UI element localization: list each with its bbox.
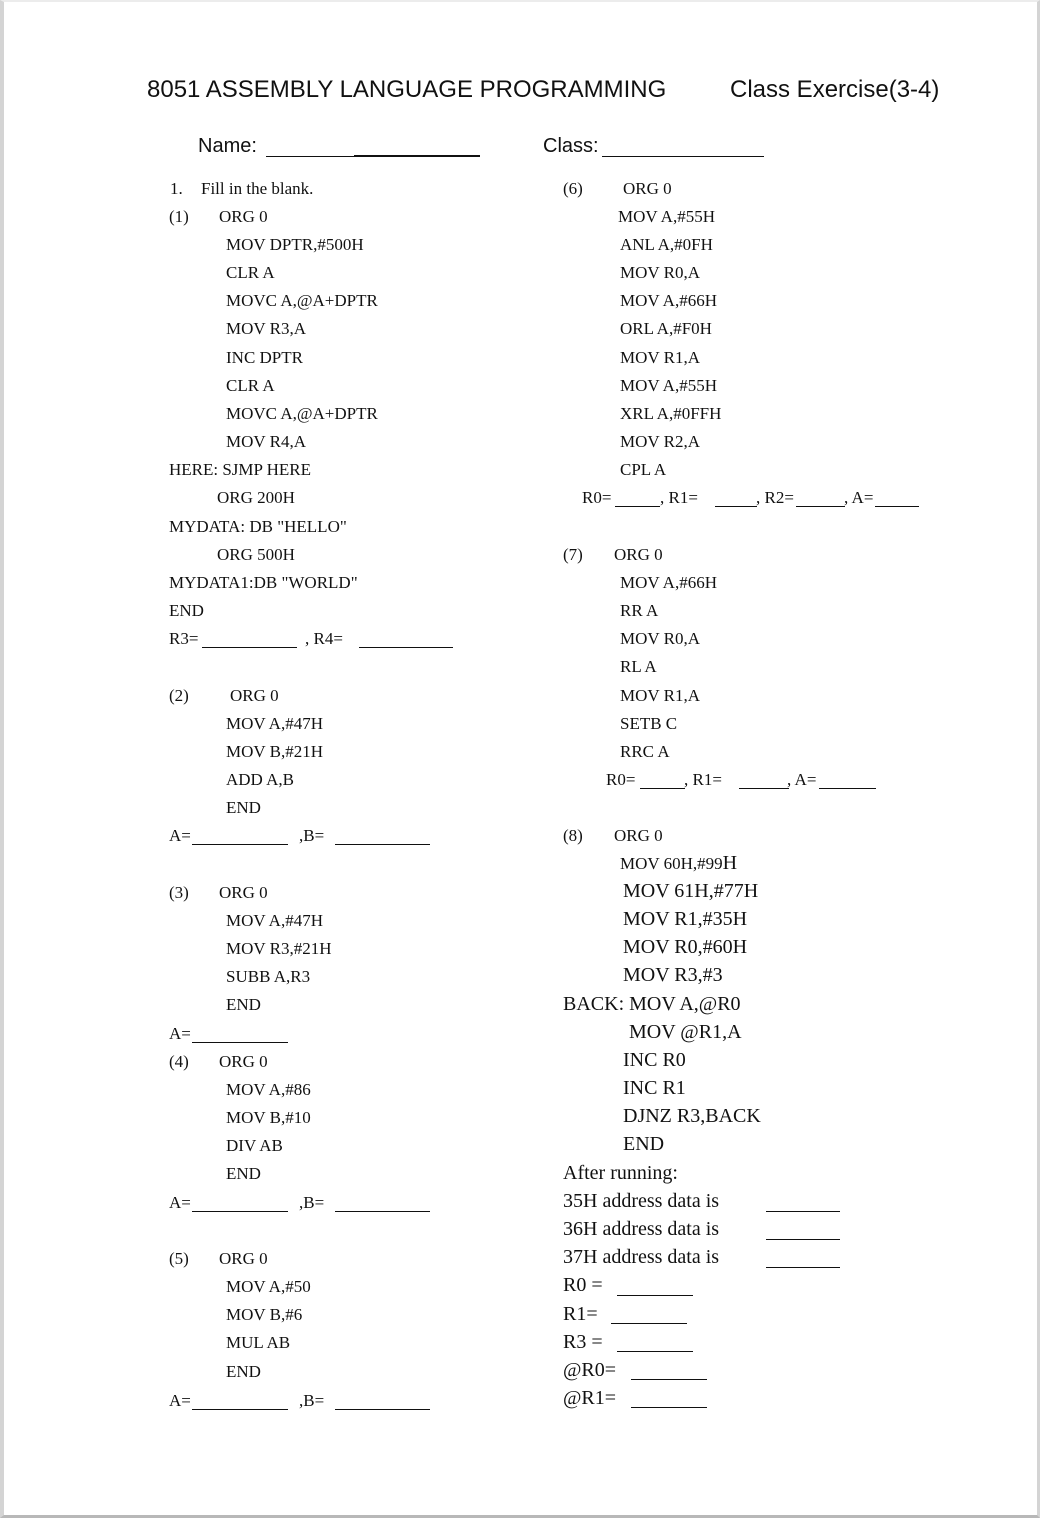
answer-blank-at-r1[interactable]: [631, 1407, 707, 1408]
code-line: [620, 853, 737, 873]
code-line: RL A: [620, 657, 657, 676]
answer-blank-a[interactable]: [192, 1211, 288, 1212]
answer-blank-a[interactable]: [875, 506, 919, 507]
code-line: MOV A,#66H: [620, 291, 717, 310]
code-line: MOV B,#6: [226, 1305, 303, 1324]
answer-label-b: ,B=: [299, 1193, 325, 1212]
answer-label-35h: 35H address data is: [563, 1190, 720, 1212]
code-line: MOVC A,@A+DPTR: [226, 404, 378, 423]
code-line: INC DPTR: [226, 348, 303, 367]
code-line: DIV AB: [226, 1136, 283, 1155]
code-line: SETB C: [620, 714, 678, 733]
code-line: MOV R3,A: [226, 319, 306, 338]
answer-label-a: , A=: [844, 488, 874, 507]
code-line: END: [623, 1133, 665, 1155]
q5-label: (5): [169, 1249, 189, 1268]
answer-label-r0: R0=: [606, 770, 636, 789]
answer-blank-b[interactable]: [335, 1211, 430, 1212]
code-line: HERE: SJMP HERE: [169, 460, 312, 479]
code-line: XRL A,#0FFH: [620, 404, 722, 423]
q1-label: (1): [169, 207, 189, 226]
code-line: END: [226, 1362, 261, 1381]
code-line: MOV R1,#35H: [623, 908, 748, 930]
code-line: MOV R3,#3: [623, 964, 723, 986]
answer-blank-37h[interactable]: [766, 1267, 840, 1268]
code-line: MOV B,#10: [226, 1108, 311, 1127]
answer-blank-r4[interactable]: [359, 647, 453, 648]
answer-blank-a[interactable]: [192, 844, 288, 845]
answer-blank-36h[interactable]: [766, 1239, 840, 1240]
code-line: ORG 0: [614, 826, 663, 845]
answer-blank-a[interactable]: [192, 1042, 288, 1043]
answer-blank-a[interactable]: [819, 788, 876, 789]
answer-blank-r0[interactable]: [640, 788, 685, 789]
code-line: MOV 61H,#77H: [623, 880, 759, 902]
answer-blank-a[interactable]: [192, 1409, 288, 1410]
answer-label-b: ,B=: [299, 826, 325, 845]
answer-label-r0: R0 =: [563, 1274, 603, 1296]
answer-label-37h: 37H address data is: [563, 1246, 720, 1268]
answer-label-r3: R3 =: [563, 1331, 603, 1353]
code-line: END: [169, 601, 204, 620]
code-line: ADD A,B: [226, 770, 295, 789]
code-line: MYDATA1:DB "WORLD": [169, 573, 358, 592]
code-line: MOVC A,@A+DPTR: [226, 291, 378, 310]
answer-label-r1: , R1=: [660, 488, 698, 507]
answer-blank-r0[interactable]: [617, 1295, 693, 1296]
q8-label: (8): [563, 826, 583, 845]
q2-label: (2): [169, 686, 189, 705]
code-line: SUBB A,R3: [226, 967, 311, 986]
code-line: MOV R0,A: [620, 263, 700, 282]
code-line: CLR A: [226, 263, 275, 282]
code-line: ORG 0: [219, 1249, 268, 1268]
answer-blank-r1[interactable]: [611, 1323, 687, 1324]
code-line: RRC A: [620, 742, 670, 761]
answer-blank-35h[interactable]: [766, 1211, 840, 1212]
code-line: CPL A: [620, 460, 667, 479]
code-line: ORL A,#F0H: [620, 319, 712, 338]
after-running-label: After running:: [563, 1162, 678, 1184]
code-line: MOV R4,A: [226, 432, 306, 451]
code-line: MOV DPTR,#500H: [226, 235, 364, 254]
code-line: MOV B,#21H: [226, 742, 323, 761]
code-line: RR A: [620, 601, 659, 620]
q6-label: (6): [563, 179, 583, 198]
code-line: MOV @R1,A: [629, 1021, 742, 1043]
answer-label-r4: , R4=: [305, 629, 343, 648]
answer-label-r1: R1=: [563, 1303, 598, 1325]
answer-label-a: , A=: [787, 770, 817, 789]
code-line: MOV R0,#60H: [623, 936, 748, 958]
answer-label-at-r1: @R1=: [563, 1387, 617, 1409]
code-line: ORG 0: [219, 883, 268, 902]
code-line: ORG 500H: [217, 545, 295, 564]
code-line: ANL A,#0FH: [620, 235, 713, 254]
q1-instruction: Fill in the blank.: [201, 179, 314, 198]
name-blank-heavy: [354, 155, 480, 157]
code-line: END: [226, 1164, 261, 1183]
class-blank: [602, 156, 764, 157]
code-line: MOV A,#86: [226, 1080, 311, 1099]
answer-blank-b[interactable]: [335, 1409, 430, 1410]
code-line: MYDATA: DB "HELLO": [169, 517, 347, 536]
code-line: ORG 200H: [217, 488, 295, 507]
class-label: Class:: [543, 135, 599, 157]
code-line: MOV R0,A: [620, 629, 700, 648]
answer-label-b: ,B=: [299, 1391, 325, 1410]
code-line: ORG 0: [230, 686, 279, 705]
code-line: BACK: MOV A,@R0: [563, 993, 741, 1015]
code-line: INC R1: [623, 1077, 686, 1099]
code-line: MOV A,#47H: [226, 911, 323, 930]
q4-label: (4): [169, 1052, 189, 1071]
code-line: MOV R3,#21H: [226, 939, 332, 958]
q7-label: (7): [563, 545, 583, 564]
code-fragment: MOV 60H,#99: [620, 854, 723, 873]
code-line: MOV A,#50: [226, 1277, 311, 1296]
answer-label-r3: R3=: [169, 629, 199, 648]
answer-blank-r1[interactable]: [739, 788, 789, 789]
name-label: Name:: [198, 135, 257, 157]
code-line: MOV A,#55H: [618, 207, 715, 226]
worksheet-title: 8051 ASSEMBLY LANGUAGE PROGRAMMING: [147, 76, 667, 103]
code-line: ORG 0: [614, 545, 663, 564]
code-line: MOV R1,A: [620, 348, 700, 367]
exercise-label: Class Exercise(3-4): [730, 76, 940, 103]
code-line: END: [226, 995, 261, 1014]
code-line: MUL AB: [226, 1333, 291, 1352]
answer-label-at-r0: @R0=: [563, 1359, 617, 1381]
code-line: MOV A,#55H: [620, 376, 717, 395]
code-line: DJNZ R3,BACK: [623, 1105, 761, 1127]
code-line: MOV R2,A: [620, 432, 700, 451]
code-line: ORG 0: [219, 1052, 268, 1071]
code-line: INC R0: [623, 1049, 686, 1071]
answer-blank-r3[interactable]: [202, 647, 297, 648]
code-line: MOV A,#66H: [620, 573, 717, 592]
answer-label-a: A=: [169, 1193, 191, 1212]
answer-label-r0: R0=: [582, 488, 612, 507]
answer-blank-b[interactable]: [335, 844, 430, 845]
answer-blank-r0[interactable]: [615, 506, 660, 507]
answer-blank-r3[interactable]: [617, 1351, 693, 1352]
answer-label-a: A=: [169, 1024, 191, 1043]
answer-label-36h: 36H address data is: [563, 1218, 720, 1240]
code-line: ORG 0: [623, 179, 672, 198]
answer-blank-at-r0[interactable]: [631, 1379, 707, 1380]
code-line: CLR A: [226, 376, 275, 395]
answer-label-a: A=: [169, 1391, 191, 1410]
answer-label-a: A=: [169, 826, 191, 845]
q1-number: 1.: [170, 179, 183, 198]
code-line: MOV R1,A: [620, 686, 700, 705]
answer-label-r1: , R1=: [684, 770, 722, 789]
code-line: END: [226, 798, 261, 817]
answer-blank-r1[interactable]: [715, 506, 757, 507]
code-line: MOV A,#47H: [226, 714, 323, 733]
code-line: ORG 0: [219, 207, 268, 226]
answer-label-r2: , R2=: [756, 488, 794, 507]
code-fragment: H: [722, 852, 738, 874]
answer-blank-r2[interactable]: [796, 506, 845, 507]
q3-label: (3): [169, 883, 189, 902]
